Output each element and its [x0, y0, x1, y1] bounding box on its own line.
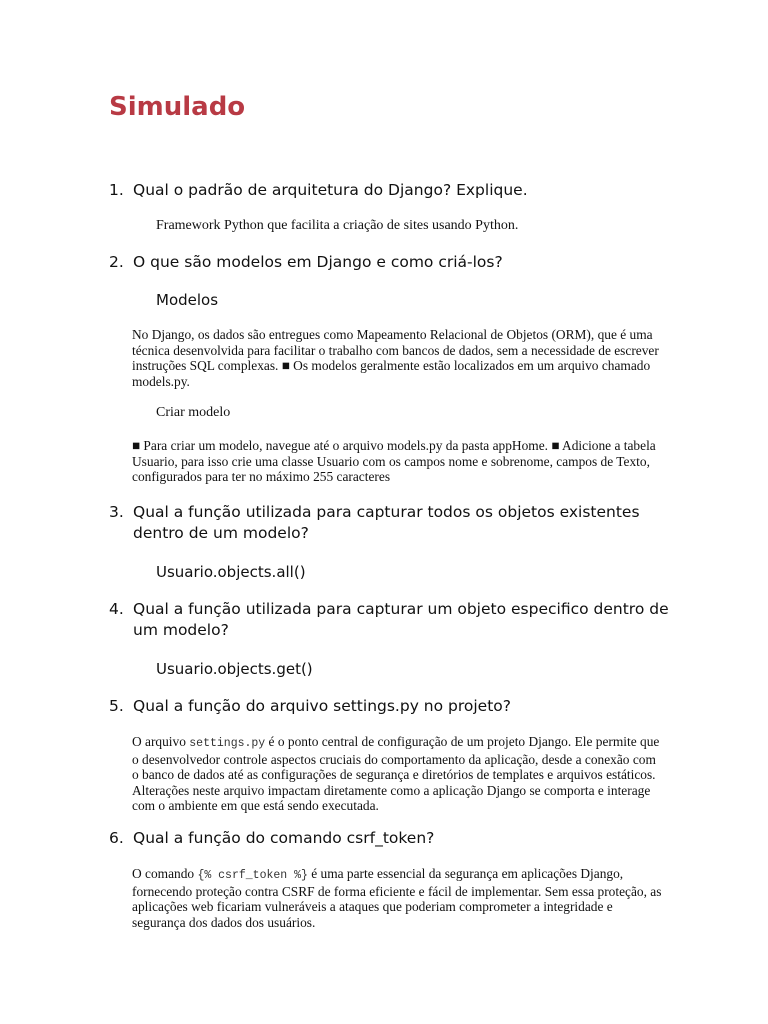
subheading-modelos: Modelos — [156, 291, 219, 309]
question-2 — [109, 252, 669, 273]
question-text: O que são modelos em Django e como criá-los? — [133, 253, 503, 271]
subheading-criar-modelo: Criar modelo — [156, 405, 231, 420]
paragraph-csrf — [132, 866, 662, 930]
question-1 — [109, 180, 669, 201]
question-6 — [109, 828, 669, 849]
answer-1: Framework Python que facilita a criação de sites usando Python. — [156, 218, 519, 233]
question-text: Qual a função do comando csrf_token? — [133, 829, 435, 847]
question-3 — [109, 502, 669, 544]
answer-4: Usuario.objects.get() — [156, 660, 313, 678]
paragraph-text: é uma parte essencial da segurança em aplicações Django, fornecendo proteção contra CSRF de forma eficiente e fácil de implementar. Sem essa proteção, as aplicações web ficariam vulneráveis a ataques que poderiam comprometer a integridade e segurança dos dados dos usuários. — [132, 866, 662, 930]
question-text: Qual a função utilizada para capturar um objeto especifico dentro de um modelo? — [133, 600, 669, 639]
question-number: 5. — [109, 697, 124, 715]
code-csrf-token: {% csrf_token %} — [197, 869, 308, 882]
question-text: Qual a função do arquivo settings.py no projeto? — [133, 697, 512, 715]
question-number: 6. — [109, 829, 124, 847]
page-title: Simulado — [109, 92, 246, 122]
question-text: Qual o padrão de arquitetura do Django? Explique. — [133, 181, 528, 199]
code-settings-py: settings.py — [189, 737, 266, 750]
question-4 — [109, 599, 669, 641]
answer-3: Usuario.objects.all() — [156, 563, 306, 581]
paragraph-criar-modelo: ■ Para criar um modelo, navegue até o arquivo models.py da pasta appHome. ■ Adicione a tabela Usuario, para isso crie uma classe Usuario com os campos nome e sobrenome, campos de Texto, configurados para ter no máximo 255 caracteres — [132, 438, 656, 485]
question-number: 2. — [109, 253, 124, 271]
paragraph-text: O arquivo — [132, 734, 190, 749]
paragraph-settings — [132, 734, 662, 814]
paragraph-modelos: No Django, os dados são entregues como Mapeamento Relacional de Objetos (ORM), que é uma técnica desenvolvida para facilitar o trabalho com bancos de dados, sem a necessidade de escrever instruções SQL complexas. ■ Os modelos geralmente estão localizados em um arquivo chamado models.py. — [132, 327, 659, 389]
question-5 — [109, 696, 669, 717]
question-number: 1. — [109, 181, 124, 199]
question-number: 4. — [109, 600, 124, 618]
paragraph-text: O comando — [132, 866, 198, 881]
paragraph-text: é o ponto central de configuração de um projeto Django. Ele permite que o desenvolvedor controle aspectos cruciais do comportamento da aplicação, desde a conexão com o banco de dados até as configurações de segurança e diretórios de templates e arquivos estáticos. Alterações neste arquivo impactam diretamente como a aplicação Django se comporta e interage com o ambiente em que está sendo executada. — [132, 734, 660, 814]
question-text: Qual a função utilizada para capturar todos os objetos existentes dentro de um modelo? — [133, 503, 640, 542]
question-number: 3. — [109, 503, 124, 521]
